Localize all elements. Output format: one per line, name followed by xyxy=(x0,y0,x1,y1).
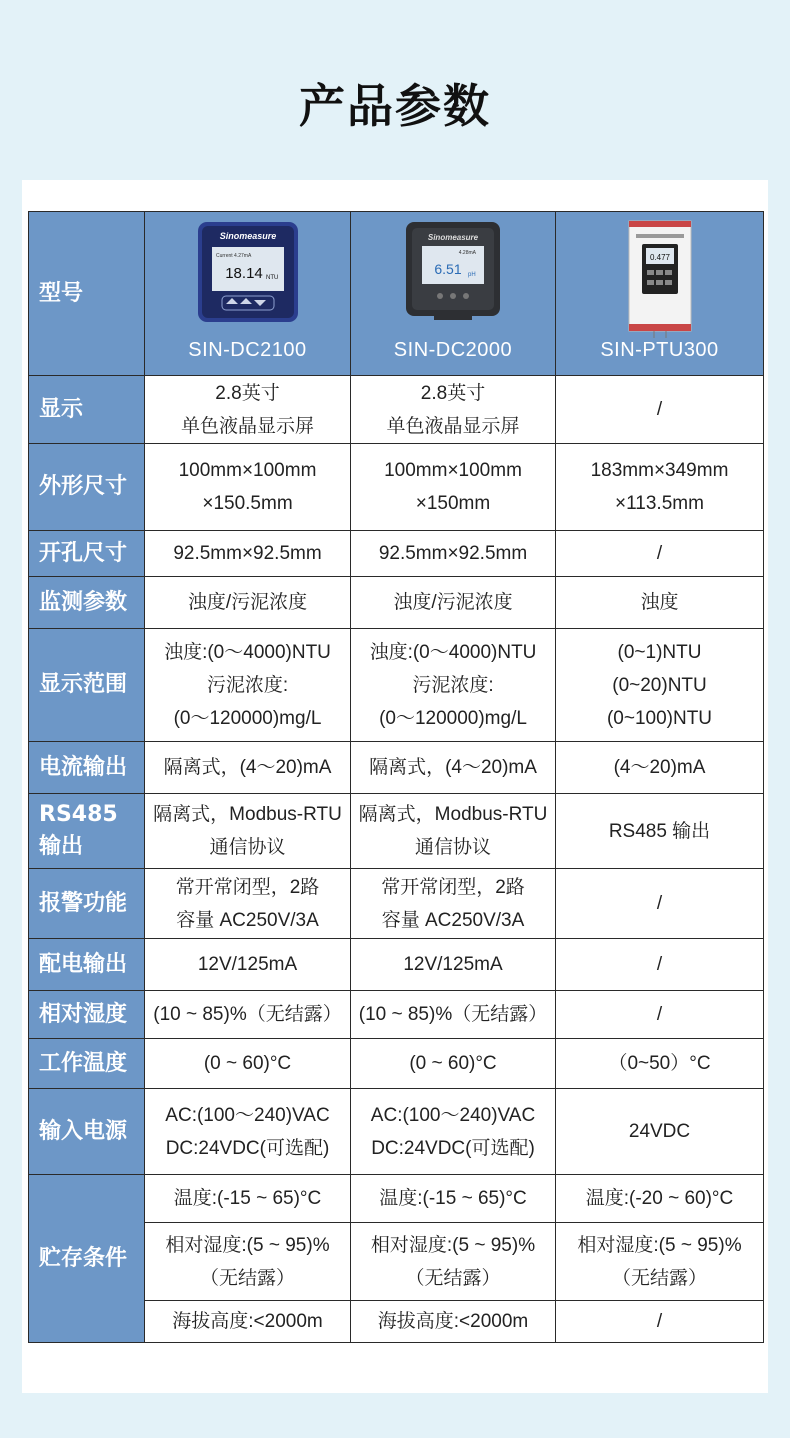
spec-row xyxy=(29,794,764,869)
spec-value-cell xyxy=(145,629,351,742)
spec-value-cell xyxy=(556,939,764,991)
product-cell-1 xyxy=(145,212,351,376)
cell-line: 容量 AC250V/3A xyxy=(381,909,525,931)
cell-line: 92.5mm×92.5mm xyxy=(378,543,528,564)
spec-value-cell xyxy=(351,577,556,629)
cell-line: 浊度:(0～4000)NTU xyxy=(369,641,537,663)
spec-value-cell xyxy=(556,629,764,742)
spec-value-cell xyxy=(145,742,351,794)
device-brand-1: Sinomeasure xyxy=(219,231,276,241)
spec-value-cell xyxy=(556,577,764,629)
cell-line: 单色液晶显示屏 xyxy=(386,415,520,437)
cell-line: AC:(100～240)VAC xyxy=(370,1104,536,1126)
spec-value-cell xyxy=(145,444,351,531)
row-label-storage: 贮存条件 xyxy=(29,1175,145,1343)
spec-value-cell xyxy=(145,939,351,991)
spec-row xyxy=(29,629,764,742)
row-label-model: 型号 xyxy=(29,212,145,376)
cell-line: 浊度:(0～4000)NTU xyxy=(164,641,331,663)
spec-row xyxy=(29,577,764,629)
cell-line: (0~20)NTU xyxy=(612,674,707,696)
storage-value-cell xyxy=(556,1301,764,1343)
cell-line: (0 ~ 60)°C xyxy=(203,1053,292,1074)
device-screen-unit-1: NTU xyxy=(265,275,278,281)
cell-line: / xyxy=(656,543,663,564)
cell-line: 污泥浓度: xyxy=(206,674,289,696)
spec-value-cell xyxy=(351,1089,556,1175)
product-cell-2 xyxy=(351,212,556,376)
model-name-3: SIN-PTU300 xyxy=(600,339,719,361)
cell-line: （无结露） xyxy=(199,1267,295,1289)
spec-value-cell xyxy=(556,1089,764,1175)
cell-line: 隔离式，Modbus-RTU xyxy=(153,804,342,825)
spec-value-cell xyxy=(351,376,556,444)
spec-value-cell xyxy=(145,1039,351,1089)
storage-value-cell xyxy=(145,1301,351,1343)
row-label: 监测参数 xyxy=(29,577,145,629)
cell-line: 100mm×100mm xyxy=(384,460,522,481)
spec-value-cell xyxy=(351,869,556,939)
device-screen-value-1: 18.14 xyxy=(224,265,263,282)
spec-value-cell xyxy=(351,742,556,794)
page-title: 产品参数 xyxy=(299,79,491,133)
spec-value-cell xyxy=(145,794,351,869)
cell-line: (0～120000)mg/L xyxy=(379,707,527,729)
cell-line: 污泥浓度: xyxy=(412,674,494,696)
spec-row xyxy=(29,869,764,939)
spec-value-cell xyxy=(556,444,764,531)
spec-value-cell xyxy=(556,794,764,869)
cell-line: 相对湿度:(5 ~ 95)% xyxy=(165,1234,330,1256)
cell-line: / xyxy=(656,893,663,914)
device-screen-value-3: 0.477 xyxy=(649,253,670,262)
cell-line: ×150.5mm xyxy=(202,493,293,514)
spec-value-cell xyxy=(556,991,764,1039)
cell-line: 隔离式，(4～20)mA xyxy=(163,757,332,778)
row-label: 报警功能 xyxy=(29,869,145,939)
cell-line: / xyxy=(656,1311,663,1332)
cell-line: 海拔高度:<2000m xyxy=(172,1311,323,1332)
storage-value-cell xyxy=(145,1223,351,1301)
cell-line: 隔离式，(4～20)mA xyxy=(369,757,537,778)
cell-line: 2.8英寸 xyxy=(215,382,280,404)
spec-value-cell xyxy=(556,869,764,939)
cell-line: 相对湿度:(5 ~ 95)% xyxy=(370,1234,536,1256)
spec-value-cell xyxy=(351,939,556,991)
spec-row xyxy=(29,1089,764,1175)
row-label: 外形尺寸 xyxy=(29,444,145,531)
cell-line: DC:24VDC(可选配) xyxy=(165,1137,330,1159)
spec-value-cell xyxy=(351,991,556,1039)
spec-value-cell xyxy=(351,629,556,742)
storage-value-cell xyxy=(351,1301,556,1343)
cell-line: （0~50）°C xyxy=(608,1053,711,1074)
cell-line: 温度:(-20 ~ 60)°C xyxy=(585,1188,734,1209)
spec-value-cell xyxy=(145,531,351,577)
spec-value-cell xyxy=(351,1039,556,1089)
device-image-ptu300 xyxy=(628,220,692,338)
cell-line: (0~1)NTU xyxy=(617,641,702,663)
spec-value-cell xyxy=(145,577,351,629)
spec-value-cell xyxy=(351,444,556,531)
cell-line: 92.5mm×92.5mm xyxy=(173,543,322,564)
spec-value-cell xyxy=(556,742,764,794)
cell-line: （无结露） xyxy=(611,1267,707,1289)
cell-line: (0 ~ 60)°C xyxy=(409,1053,497,1074)
model-name-2: SIN-DC2000 xyxy=(393,339,513,361)
cell-line: 12V/125mA xyxy=(197,954,298,975)
storage-value-cell xyxy=(145,1175,351,1223)
cell-line: 浊度/污泥浓度 xyxy=(393,592,513,613)
spec-value-cell xyxy=(556,531,764,577)
device-image-dc2100 xyxy=(196,220,300,324)
spec-row xyxy=(29,376,764,444)
cell-line: 100mm×100mm xyxy=(178,460,317,481)
cell-line: (4～20)mA xyxy=(613,757,706,778)
spec-value-cell xyxy=(145,869,351,939)
spec-row xyxy=(29,531,764,577)
row-label: 开孔尺寸 xyxy=(29,531,145,577)
spec-value-cell xyxy=(145,376,351,444)
spec-row xyxy=(29,939,764,991)
cell-line: 24VDC xyxy=(628,1121,691,1142)
spec-row xyxy=(29,742,764,794)
storage-value-cell xyxy=(351,1175,556,1223)
cell-line: 183mm×349mm xyxy=(590,460,729,481)
cell-line: 浊度/污泥浓度 xyxy=(187,592,308,613)
spec-value-cell xyxy=(351,531,556,577)
cell-line: 温度:(-15 ~ 65)°C xyxy=(379,1188,527,1209)
device-screen-unit-2: pH xyxy=(468,272,476,278)
row-label: 显示 xyxy=(29,376,145,444)
cell-line: 隔离式，Modbus-RTU xyxy=(358,804,548,825)
cell-line: ×113.5mm xyxy=(615,493,704,514)
cell-line: (10 ~ 85)%（无结露） xyxy=(358,1004,548,1025)
cell-line: 浊度 xyxy=(640,592,679,613)
spec-row xyxy=(29,444,764,531)
row-label: 工作温度 xyxy=(29,1039,145,1089)
row-label: RS485 输出 xyxy=(29,794,145,869)
row-label: 相对湿度 xyxy=(29,991,145,1039)
cell-line: 常开常闭型，2路 xyxy=(381,876,525,898)
cell-line: 常开常闭型，2路 xyxy=(175,876,320,898)
device-image-dc2000 xyxy=(404,220,502,320)
row-label: 配电输出 xyxy=(29,939,145,991)
spec-value-cell xyxy=(351,794,556,869)
model-name-1: SIN-DC2100 xyxy=(188,339,307,361)
row-label: 输入电源 xyxy=(29,1089,145,1175)
cell-line: (0~100)NTU xyxy=(606,707,713,729)
cell-line: (0～120000)mg/L xyxy=(173,707,322,729)
storage-value-cell xyxy=(556,1175,764,1223)
cell-line: 12V/125mA xyxy=(403,954,503,975)
spec-value-cell xyxy=(145,991,351,1039)
device-screen-value-2: 6.51 xyxy=(434,261,462,277)
cell-line: 温度:(-15 ~ 65)°C xyxy=(173,1188,322,1209)
storage-row xyxy=(29,1175,764,1223)
storage-value-cell xyxy=(351,1223,556,1301)
cell-line: / xyxy=(656,1004,663,1025)
cell-line: ×150mm xyxy=(415,493,491,514)
spec-row xyxy=(29,991,764,1039)
cell-line: 通信协议 xyxy=(414,837,491,858)
device-screen-header-1: Current 4.27mA xyxy=(215,253,251,259)
spec-table xyxy=(28,211,764,1343)
cell-line: 2.8英寸 xyxy=(420,382,486,404)
device-screen-header-2: 4.28mA xyxy=(458,250,476,256)
cell-line: 海拔高度:<2000m xyxy=(377,1311,529,1332)
cell-line: / xyxy=(656,954,663,975)
cell-line: （无结露） xyxy=(405,1267,501,1289)
spec-value-cell xyxy=(556,1039,764,1089)
cell-line: 通信协议 xyxy=(209,837,286,858)
cell-line: 容量 AC250V/3A xyxy=(176,909,319,931)
product-cell-3 xyxy=(556,212,764,376)
storage-value-cell xyxy=(556,1223,764,1301)
cell-line: RS485 输出 xyxy=(608,820,711,842)
spec-value-cell xyxy=(145,1089,351,1175)
spec-row xyxy=(29,1039,764,1089)
spec-value-cell xyxy=(556,376,764,444)
cell-line: AC:(100～240)VAC xyxy=(165,1104,330,1126)
row-label: 电流输出 xyxy=(29,742,145,794)
cell-line: DC:24VDC(可选配) xyxy=(371,1137,535,1159)
cell-line: / xyxy=(656,399,663,420)
device-brand-2: Sinomeasure xyxy=(427,233,479,242)
cell-line: 单色液晶显示屏 xyxy=(180,415,314,437)
model-row xyxy=(29,212,764,376)
cell-line: (10 ~ 85)%（无结露） xyxy=(153,1004,342,1025)
cell-line: 相对湿度:(5 ~ 95)% xyxy=(577,1234,742,1256)
row-label: 显示范围 xyxy=(29,629,145,742)
